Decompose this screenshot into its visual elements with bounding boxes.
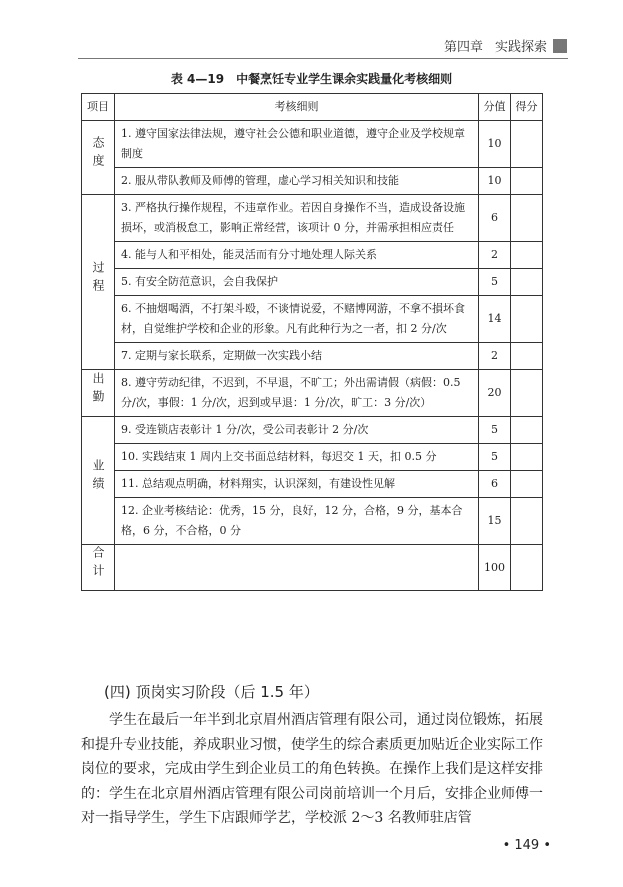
table-row xyxy=(82,168,543,195)
table-row xyxy=(82,269,543,296)
score-cell xyxy=(511,498,543,545)
header-detail: 考核细则 xyxy=(115,94,479,121)
header-square-icon xyxy=(553,39,567,53)
chapter-label: 第四章 xyxy=(443,40,483,55)
score-value-cell: 15 xyxy=(479,498,511,545)
score-cell xyxy=(511,242,543,269)
table-row xyxy=(82,370,543,417)
score-cell xyxy=(511,269,543,296)
total-row xyxy=(82,545,543,591)
criterion-text: 3. 严格执行操作规程，不违章作业。若因自身操作不当，造成设备设施损坏，或消极怠工，影响正常经营，该项计 0 分，并需承担相应责任 xyxy=(115,195,479,242)
total-detail-cell xyxy=(115,545,479,591)
body-paragraph: 学生在最后一年半到北京眉州酒店管理有限公司，通过岗位锻炼，拓展和提升专业技能，养成职业习惯，使学生的综合素质更加贴近企业实际工作岗位的要求，完成由学生到企业员工的角色转换。在操作上我们是这样安排的：学生在北京眉州酒店管理有限公司岗前培训一个月后，安排企业师傅一对一指导学生，学生下店跟师学艺，学校派 2～3 名教师驻店管 xyxy=(81,712,543,826)
table-row xyxy=(82,296,543,343)
table-row xyxy=(82,343,543,370)
score-value-cell: 2 xyxy=(479,343,511,370)
criterion-text: 12. 企业考核结论：优秀，15 分，良好，12 分，合格，9 分，基本合格，6 分，不合格，0 分 xyxy=(115,498,479,545)
category-cell xyxy=(82,121,115,195)
category-label: 业绩 xyxy=(91,459,105,495)
criterion-text: 2. 服从带队教师及师傅的管理，虚心学习相关知识和技能 xyxy=(115,168,479,195)
running-header xyxy=(444,36,567,55)
section-title: (四) 顶岗实习阶段（后 1.5 年） xyxy=(104,683,319,701)
criterion-text: 10. 实践结束 1 周内上交书面总结材料，每迟交 1 天，扣 0.5 分 xyxy=(115,444,479,471)
category-cell xyxy=(82,195,115,370)
criterion-text: 9. 受连锁店表彰计 1 分/次，受公司表彰计 2 分/次 xyxy=(115,417,479,444)
page-number: • 149 • xyxy=(502,838,551,853)
score-value-cell: 5 xyxy=(479,444,511,471)
criterion-text: 6. 不抽烟喝酒，不打架斗殴，不谈情说爱，不赌博网游，不拿不損坏食材，自觉维护学校和企业的形象。凡有此种行为之一者，扣 2 分/次 xyxy=(115,296,479,343)
category-cell xyxy=(82,370,115,417)
category-label: 出勤 xyxy=(91,371,105,408)
criterion-text: 11. 总结观点明确，材料翔实，认识深刻，有建设性见解 xyxy=(115,471,479,498)
category-label: 态度 xyxy=(91,136,105,172)
criterion-text: 1. 遵守国家法律法规，遵守社会公德和职业道德，遵守企业及学校规章制度 xyxy=(115,121,479,168)
table-title: 表 4—19 中餐烹饪专业学生课余实践量化考核细则 xyxy=(170,72,453,86)
table-row xyxy=(82,242,543,269)
table-row xyxy=(82,417,543,444)
score-cell xyxy=(511,471,543,498)
header-item: 项目 xyxy=(82,94,115,121)
total-label-cell xyxy=(82,545,115,591)
score-value-cell: 6 xyxy=(479,195,511,242)
score-value-cell: 6 xyxy=(479,471,511,498)
criterion-text: 4. 能与人和平相处，能灵活而有分寸地处理人际关系 xyxy=(115,242,479,269)
header-score: 得分 xyxy=(511,94,543,121)
header-rule xyxy=(78,58,568,59)
score-value-cell: 14 xyxy=(479,296,511,343)
score-value-cell: 10 xyxy=(479,121,511,168)
assessment-table xyxy=(81,93,543,591)
score-cell xyxy=(511,121,543,168)
score-cell xyxy=(511,370,543,417)
total-score-cell xyxy=(511,545,543,591)
criterion-text: 7. 定期与家长联系，定期做一次实践小结 xyxy=(115,343,479,370)
table-row xyxy=(82,195,543,242)
score-cell xyxy=(511,195,543,242)
total-label: 合计 xyxy=(91,546,105,582)
score-value-cell: 20 xyxy=(479,370,511,417)
score-value-cell: 5 xyxy=(479,269,511,296)
criterion-text: 5. 有安全防范意识，会自我保护 xyxy=(115,269,479,296)
score-cell xyxy=(511,444,543,471)
score-cell xyxy=(511,417,543,444)
table-row xyxy=(82,121,543,168)
header-score-value: 分值 xyxy=(479,94,511,121)
score-cell xyxy=(511,343,543,370)
criterion-text: 8. 遵守劳动纪律，不迟到，不早退，不旷工；外出需请假（病假：0.5 分/次，事假：1 分/次，迟到或早退：1 分/次，旷工：3 分/次） xyxy=(115,370,479,417)
table-row xyxy=(82,498,543,545)
table-row xyxy=(82,471,543,498)
score-value-cell: 10 xyxy=(479,168,511,195)
category-label: 过程 xyxy=(91,260,105,297)
score-value-cell: 2 xyxy=(479,242,511,269)
table-header-row xyxy=(82,94,543,121)
category-cell xyxy=(82,417,115,545)
total-value-cell: 100 xyxy=(479,545,511,591)
score-cell xyxy=(511,168,543,195)
section-label: 实践探索 xyxy=(494,40,547,55)
score-cell xyxy=(511,296,543,343)
score-value-cell: 5 xyxy=(479,417,511,444)
table-row xyxy=(82,444,543,471)
